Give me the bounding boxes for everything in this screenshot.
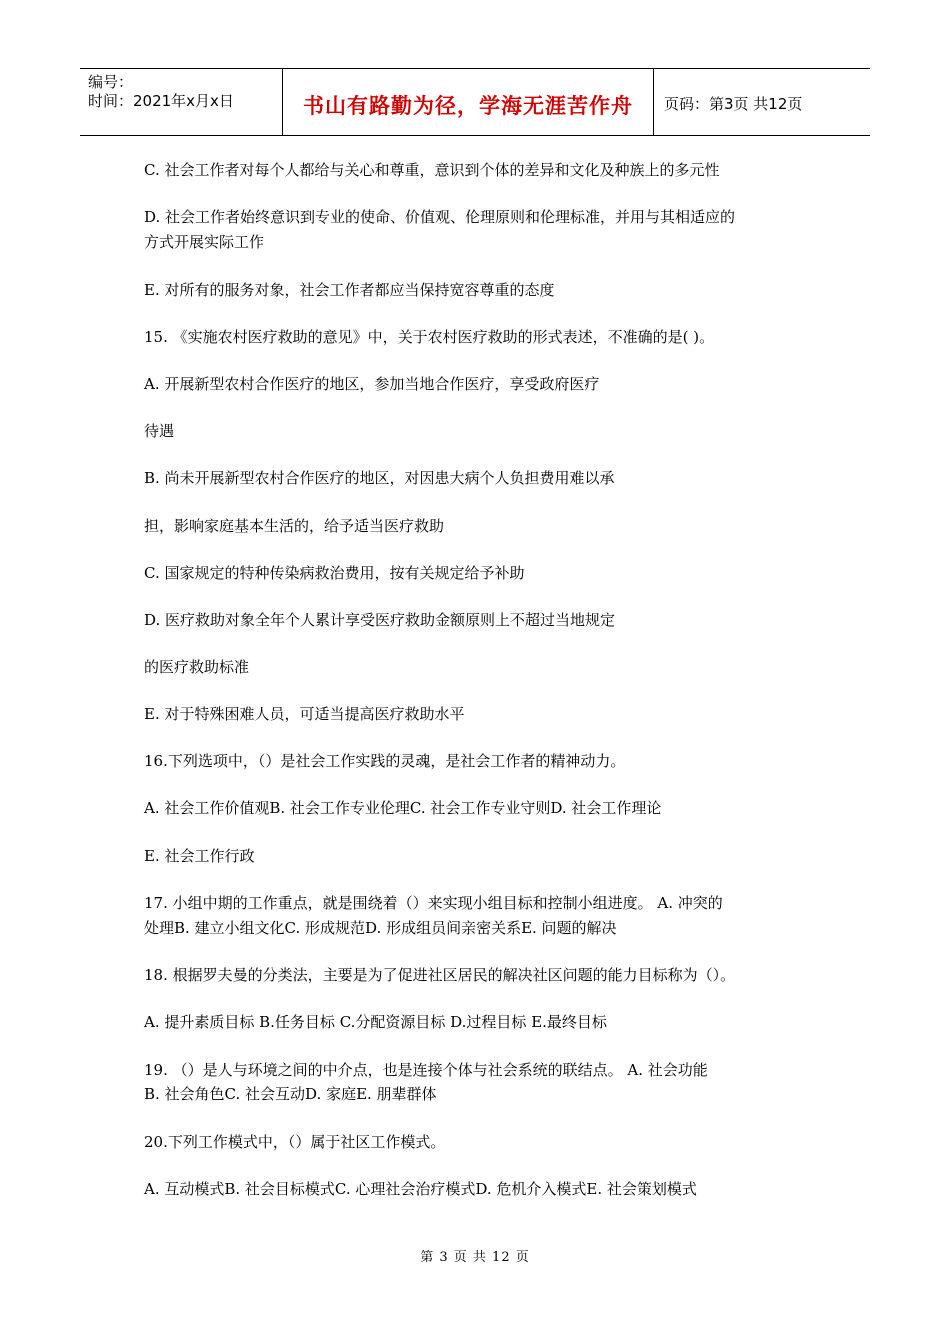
text-line: E. 对于特殊困难人员，可适当提高医疗救助水平 — [144, 705, 465, 723]
text-line: C. 社会工作者对每个人都给与关心和尊重，意识到个体的差异和文化及种族上的多元性 — [144, 161, 720, 179]
text-line: 担，影响家庭基本生活的，给予适当医疗救助 — [144, 517, 445, 535]
number-label: 编号： — [88, 73, 134, 91]
text-line: B. 尚未开展新型农村合作医疗的地区，对因患大病个人负担费用难以承 — [144, 469, 615, 487]
page-info: 页码：第3页 共12页 — [664, 94, 803, 113]
question-16: 16.下列选项中，（）是社会工作实践的灵魂，是社会工作者的精神动力。 — [144, 752, 626, 770]
motto: 书山有路勤为径，学海无涯苦作舟 — [282, 69, 654, 135]
text-line: E. 社会工作行政 — [144, 847, 255, 865]
header-meta — [80, 69, 282, 135]
text-line: 处理B. 建立小组文化C. 形成规范D. 形成组员间亲密关系E. 问题的解决 — [144, 919, 617, 937]
question-17: 17. 小组中期的工作重点，就是围绕着（）来实现小组目标和控制小组进度。 A. 冲突的 — [144, 894, 723, 912]
text-line: E. 对所有的服务对象，社会工作者都应当保持宽容尊重的态度 — [144, 281, 555, 299]
question-20: 20.下列工作模式中，（）属于社区工作模式。 — [144, 1133, 446, 1151]
text-line: 方式开展实际工作 — [144, 233, 265, 251]
text-line: 的医疗救助标准 — [144, 658, 250, 676]
text-line: D. 社会工作者始终意识到专业的使命、价值观、伦理原则和伦理标准，并用与其相适应的 — [144, 208, 736, 226]
page-header — [80, 68, 870, 136]
page-footer: 第 3 页 共 12 页 — [420, 1250, 530, 1265]
text-line: A. 提升素质目标 B.任务目标 C.分配资源目标 D.过程目标 E.最终目标 — [144, 1013, 607, 1031]
time-label: 时间：2021年x月x日 — [88, 92, 234, 110]
question-18: 18. 根据罗夫曼的分类法，主要是为了促进社区居民的解决社区问题的能力目标称为（）。 — [144, 966, 736, 984]
text-line: B. 社会角色C. 社会互动D. 家庭E. 朋辈群体 — [144, 1085, 437, 1103]
text-line: D. 医疗救助对象全年个人累计享受医疗救助金额原则上不超过当地规定 — [144, 611, 616, 629]
text-line: 待遇 — [144, 422, 175, 440]
question-15: 15. 《实施农村医疗救助的意见》中，关于农村医疗救助的形式表述，不准确的是( )。 — [144, 328, 715, 346]
text-line: A. 开展新型农村合作医疗的地区，参加当地合作医疗，享受政府医疗 — [144, 375, 600, 393]
question-19: 19. （）是人与环境之间的中介点，也是连接个体与社会系统的联结点。 A. 社会功能 — [144, 1061, 708, 1079]
text-line: A. 互动模式B. 社会目标模式C. 心理社会治疗模式D. 危机介入模式E. 社会策划模式 — [144, 1180, 697, 1198]
text-line: C. 国家规定的特种传染病救治费用，按有关规定给予补助 — [144, 564, 525, 582]
text-line: A. 社会工作价值观B. 社会工作专业伦理C. 社会工作专业守则D. 社会工作理论 — [144, 799, 662, 817]
